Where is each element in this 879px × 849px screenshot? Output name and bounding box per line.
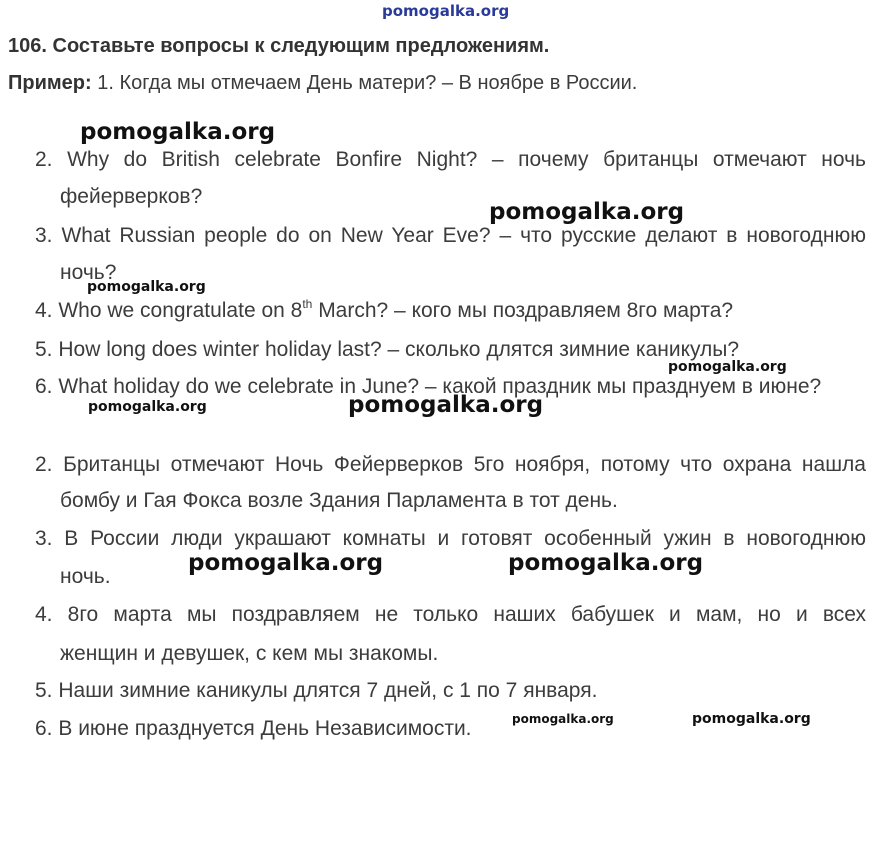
- answer-6: 6. В июне празднуется День Независимости.: [35, 717, 472, 740]
- answer-3-line-2: ночь.: [60, 565, 111, 588]
- watermark-1: pomogalka.org: [80, 119, 276, 145]
- watermark-7: pomogalka.org: [188, 550, 384, 576]
- question-5: 5. How long does winter holiday last? – сколько длятся зимние каникулы?: [35, 338, 740, 361]
- watermark-8: pomogalka.org: [508, 550, 704, 576]
- exercise-number: 106.: [8, 35, 47, 57]
- question-3-line-1: 3. What Russian people do on New Year Eve? – что русские делают в новогоднюю: [35, 224, 866, 247]
- watermark-9: pomogalka.org: [512, 712, 614, 726]
- answer-3-line-1: 3. В России люди украшают комнаты и готовят особенный ужин в новогоднюю: [35, 527, 866, 550]
- watermark-3: pomogalka.org: [87, 279, 206, 295]
- answer-2-line-1: 2. Британцы отмечают Ночь Фейерверков 5го ноября, потому что охрана нашла: [35, 453, 866, 476]
- exercise-heading: [8, 36, 549, 56]
- watermark-4: pomogalka.org: [668, 359, 787, 375]
- watermark-10: pomogalka.org: [692, 711, 811, 727]
- question-6: 6. What holiday do we celebrate in June? – какой праздник мы празднуем в июне?: [35, 375, 822, 398]
- question-4-start: 4. Who we congratulate on 8: [35, 299, 303, 322]
- answer-4-line-1: 4. 8го марта мы поздравляем не только наших бабушек и мам, но и всех: [35, 603, 866, 626]
- example-text: 1. Когда мы отмечаем День матери? – В ноябре в России.: [97, 72, 638, 94]
- answer-5: 5. Наши зимние каникулы длятся 7 дней, с 1 по 7 января.: [35, 679, 598, 702]
- top-watermark: pomogalka.org: [382, 2, 510, 20]
- question-2-line-1: 2. Why do British celebrate Bonfire Night? – почему британцы отмечают ночь: [35, 148, 866, 171]
- question-4-end: March? – кого мы поздравляем 8го марта?: [312, 299, 734, 322]
- question-4-superscript: th: [302, 297, 313, 311]
- watermark-6: pomogalka.org: [348, 392, 544, 418]
- question-3-line-2: ночь?: [60, 261, 117, 284]
- question-4: [35, 297, 734, 322]
- answer-4-line-2: женщин и девушек, с кем мы знакомы.: [60, 642, 439, 665]
- example-line: [8, 73, 637, 93]
- example-label: Пример:: [8, 72, 92, 94]
- exercise-instruction: Составьте вопросы к следующим предложениям.: [52, 35, 550, 57]
- answer-2-line-2: бомбу и Гая Фокса возле Здания Парламента в тот день.: [60, 489, 618, 512]
- question-2-line-2: фейерверков?: [60, 185, 203, 208]
- watermark-2: pomogalka.org: [489, 199, 685, 225]
- watermark-5: pomogalka.org: [88, 399, 207, 415]
